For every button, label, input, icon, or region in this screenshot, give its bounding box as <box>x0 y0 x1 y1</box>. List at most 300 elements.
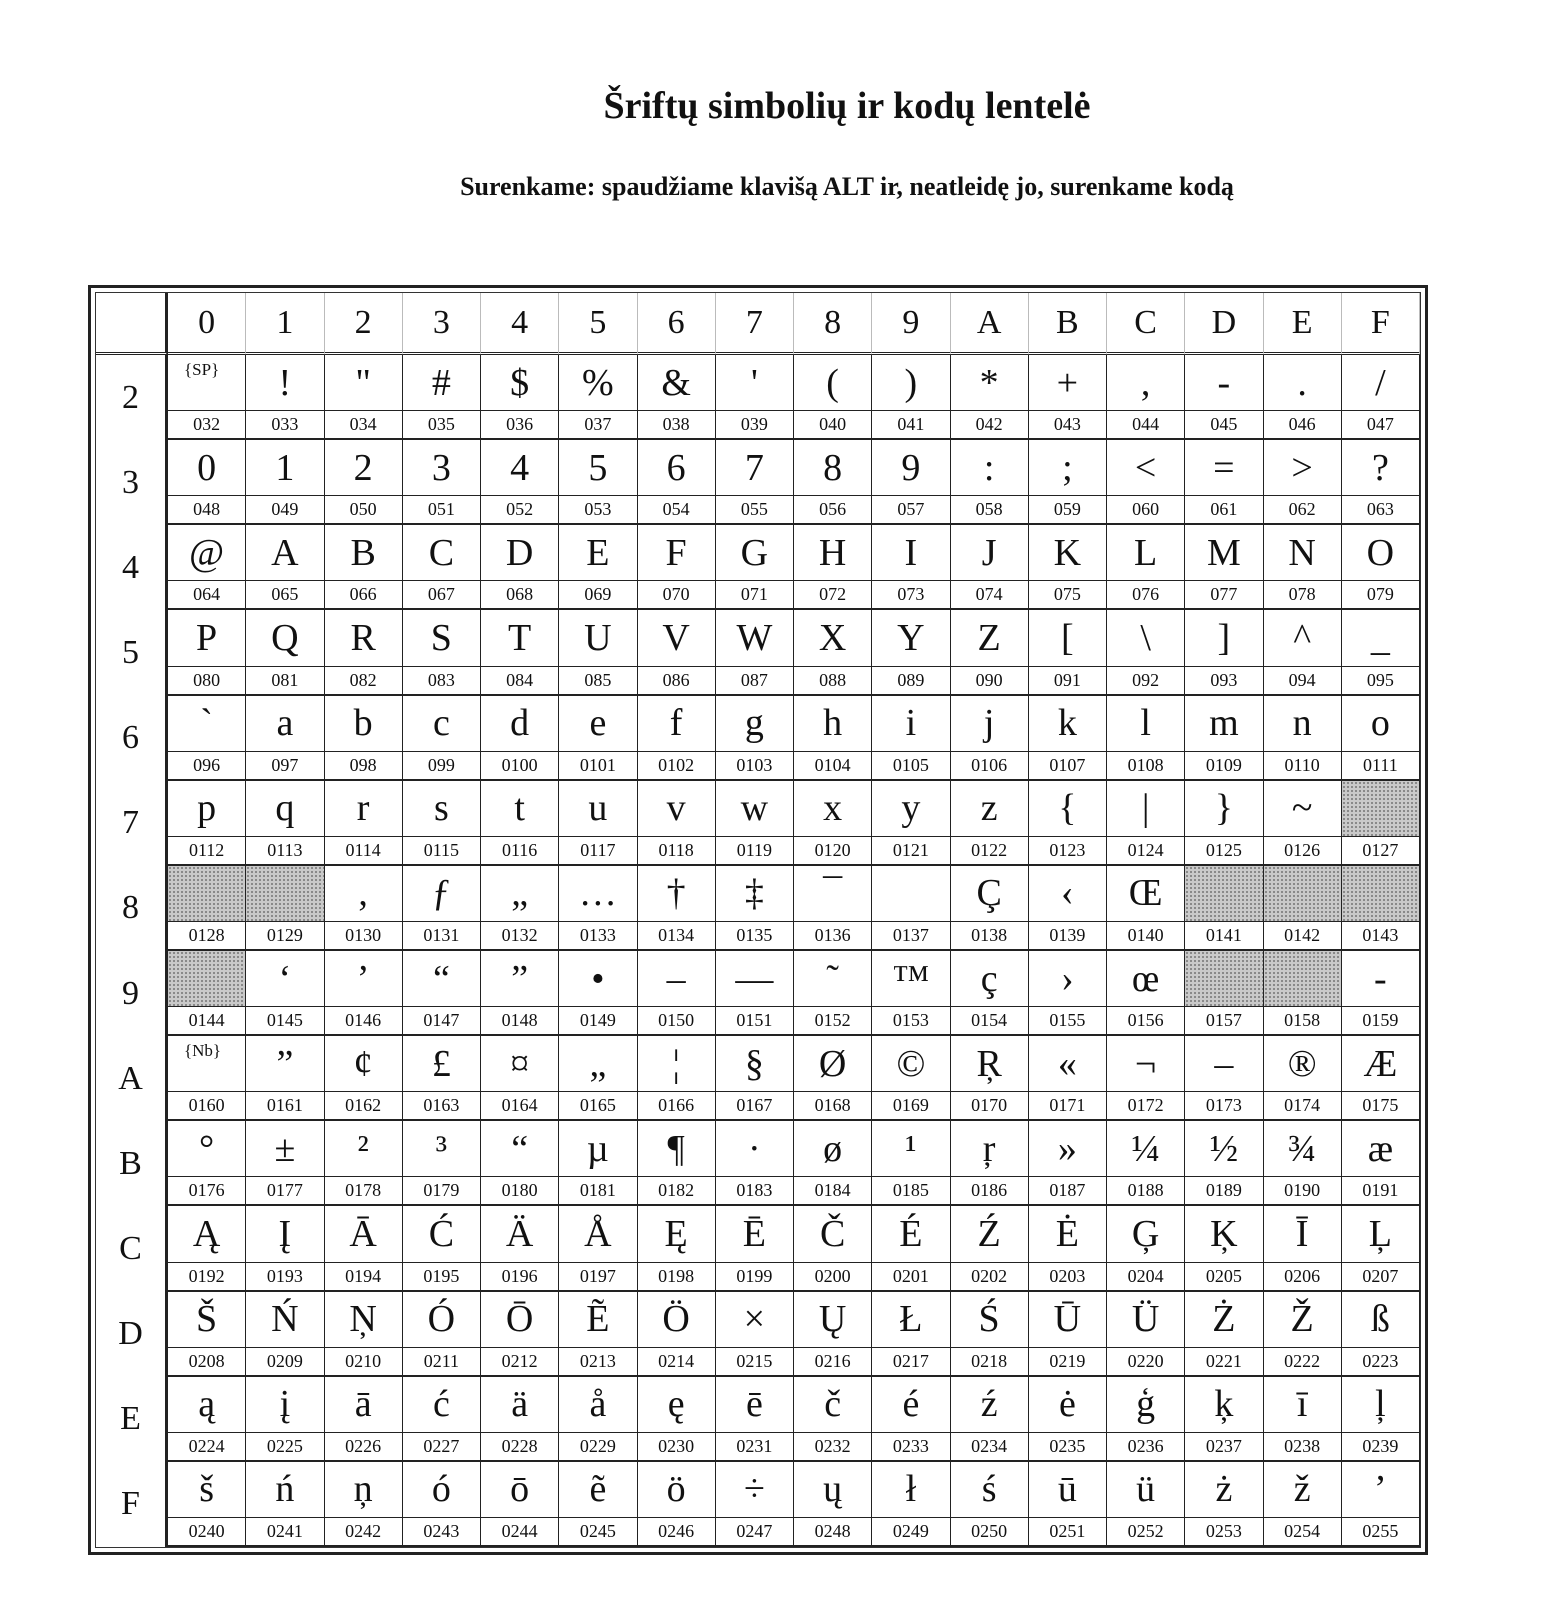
character-glyph: • <box>591 957 605 1000</box>
alt-code: 0179 <box>403 1176 480 1204</box>
alt-code: 0109 <box>1185 751 1262 779</box>
character-cell <box>1185 440 1263 525</box>
alt-code: 0148 <box>481 1006 558 1034</box>
character-glyph: å <box>589 1383 607 1426</box>
character-cell <box>403 696 481 781</box>
character-cell <box>403 1377 481 1462</box>
character-glyph: É <box>899 1212 923 1255</box>
character-glyph: H <box>818 531 847 574</box>
character-glyph: G <box>740 531 769 574</box>
character-glyph: – <box>1214 1042 1234 1085</box>
character-cell <box>325 781 403 866</box>
character-cell <box>246 1377 324 1462</box>
character-glyph: č <box>824 1383 842 1426</box>
character-glyph: Ų <box>818 1298 847 1341</box>
shaded-empty-cell <box>1264 951 1342 1036</box>
character-cell <box>481 440 559 525</box>
alt-code: 0181 <box>559 1176 636 1204</box>
character-cell <box>951 440 1029 525</box>
character-cell <box>481 1462 559 1547</box>
character-glyph: g <box>744 702 764 745</box>
alt-code: 0222 <box>1264 1347 1341 1375</box>
character-glyph: – <box>666 957 686 1000</box>
character-cell <box>951 525 1029 610</box>
character-cell <box>559 440 637 525</box>
character-glyph <box>168 951 245 1006</box>
alt-code: 042 <box>951 410 1028 438</box>
character-cell <box>716 951 794 1036</box>
alt-code: 072 <box>794 580 871 608</box>
alt-code: 0119 <box>716 836 793 864</box>
alt-code: 0126 <box>1264 836 1341 864</box>
character-glyph: | <box>1141 787 1150 830</box>
character-glyph: n <box>1292 702 1312 745</box>
alt-code: 091 <box>1029 666 1106 694</box>
character-glyph <box>246 866 323 921</box>
character-cell <box>1264 1206 1342 1291</box>
character-glyph: Å <box>584 1212 612 1255</box>
alt-code: 086 <box>638 666 715 694</box>
alt-code: 0155 <box>1029 1006 1106 1034</box>
character-glyph: ķ <box>1214 1383 1234 1426</box>
alt-code: 0132 <box>481 921 558 949</box>
character-cell <box>872 525 950 610</box>
character-cell <box>872 696 950 781</box>
character-cell <box>325 440 403 525</box>
character-glyph: ø <box>823 1127 843 1170</box>
character-glyph: ä <box>511 1383 529 1426</box>
character-glyph: ¢ <box>353 1042 373 1085</box>
character-cell <box>1107 1292 1185 1377</box>
character-cell <box>168 696 246 781</box>
alt-code: 0188 <box>1107 1176 1184 1204</box>
alt-code: 041 <box>872 410 949 438</box>
character-glyph: ™ <box>892 957 930 1000</box>
character-cell <box>325 1377 403 1462</box>
alt-code: 0251 <box>1029 1517 1106 1545</box>
alt-code: 063 <box>1342 495 1419 523</box>
character-glyph: ½ <box>1209 1127 1239 1170</box>
character-glyph: ŗ <box>982 1127 996 1170</box>
alt-code: 050 <box>325 495 402 523</box>
character-cell <box>794 610 872 695</box>
alt-code: 0202 <box>951 1262 1028 1290</box>
character-cell <box>872 866 950 951</box>
alt-code: 033 <box>246 410 323 438</box>
character-glyph: ¬ <box>1134 1042 1157 1085</box>
character-cell <box>1107 1462 1185 1547</box>
alt-code: 0127 <box>1342 836 1419 864</box>
character-cell <box>168 1121 246 1206</box>
character-glyph <box>1185 866 1262 921</box>
character-glyph <box>872 866 949 921</box>
alt-code: 0124 <box>1107 836 1184 864</box>
character-glyph: ż <box>1215 1468 1233 1511</box>
character-glyph: a <box>276 702 294 745</box>
character-glyph: Ś <box>978 1298 1000 1341</box>
character-cell <box>716 696 794 781</box>
character-cell <box>168 1462 246 1547</box>
alt-code: 056 <box>794 495 871 523</box>
character-cell <box>1185 781 1263 866</box>
character-cell <box>1342 1121 1420 1206</box>
alt-code: 0206 <box>1264 1262 1341 1290</box>
shaded-empty-cell <box>168 866 246 951</box>
character-glyph: ń <box>275 1468 295 1511</box>
character-glyph: Ū <box>1053 1298 1082 1341</box>
character-glyph: Ķ <box>1210 1212 1238 1255</box>
character-cell <box>638 1036 716 1121</box>
alt-code: 082 <box>325 666 402 694</box>
alt-code: 081 <box>246 666 323 694</box>
alt-code: 0104 <box>794 751 871 779</box>
alt-code: 095 <box>1342 666 1419 694</box>
column-header: C <box>1107 293 1185 355</box>
character-cell <box>481 1206 559 1291</box>
column-header: A <box>951 293 1029 355</box>
character-cell <box>794 951 872 1036</box>
column-header: B <box>1029 293 1107 355</box>
alt-code: 0116 <box>481 836 558 864</box>
alt-code: 0190 <box>1264 1176 1341 1204</box>
alt-code: 0139 <box>1029 921 1106 949</box>
character-cell <box>481 781 559 866</box>
character-cell <box>716 610 794 695</box>
character-glyph: < <box>1134 446 1157 489</box>
character-cell <box>716 866 794 951</box>
alt-code: 079 <box>1342 580 1419 608</box>
character-cell <box>872 1036 950 1121</box>
character-cell <box>403 355 481 440</box>
character-cell <box>638 355 716 440</box>
alt-code: 0146 <box>325 1006 402 1034</box>
character-cell <box>1107 696 1185 781</box>
character-glyph: Ø <box>818 1042 847 1085</box>
character-cell <box>559 1462 637 1547</box>
shaded-empty-cell <box>1264 866 1342 951</box>
character-glyph: ” <box>276 1042 294 1085</box>
character-glyph: , <box>1140 361 1151 404</box>
character-glyph: Ö <box>662 1298 690 1341</box>
character-glyph: ß <box>1370 1298 1390 1341</box>
character-cell <box>716 525 794 610</box>
alt-code: 061 <box>1185 495 1262 523</box>
alt-code: 0226 <box>325 1432 402 1460</box>
alt-code: 053 <box>559 495 636 523</box>
alt-code: 0193 <box>246 1262 323 1290</box>
character-glyph: b <box>353 702 373 745</box>
row-header: 8 <box>96 866 168 951</box>
character-cell <box>716 1462 794 1547</box>
character-glyph: ¶ <box>667 1127 685 1170</box>
alt-code: 064 <box>168 580 245 608</box>
character-glyph: ” <box>511 957 529 1000</box>
character-glyph: Ẽ <box>586 1298 610 1341</box>
alt-code: 0220 <box>1107 1347 1184 1375</box>
character-cell <box>1342 1292 1420 1377</box>
character-cell <box>403 781 481 866</box>
character-glyph: ‹ <box>1061 872 1074 915</box>
character-cell <box>872 440 950 525</box>
alt-code: 0111 <box>1342 751 1419 779</box>
alt-code: 0173 <box>1185 1091 1262 1119</box>
character-cell <box>1342 355 1420 440</box>
shaded-empty-cell <box>1342 781 1420 866</box>
alt-code: 0174 <box>1264 1091 1341 1119</box>
character-glyph: U <box>584 616 612 659</box>
alt-code: 089 <box>872 666 949 694</box>
shaded-empty-cell <box>1185 951 1263 1036</box>
character-cell <box>403 610 481 695</box>
character-cell <box>246 610 324 695</box>
alt-code: 0147 <box>403 1006 480 1034</box>
character-cell <box>246 696 324 781</box>
alt-code: 085 <box>559 666 636 694</box>
character-cell <box>951 1377 1029 1462</box>
character-cell <box>872 355 950 440</box>
alt-code: 0140 <box>1107 921 1184 949</box>
character-glyph: „ <box>589 1042 607 1085</box>
character-glyph: Ż <box>1212 1298 1236 1341</box>
alt-code: 0123 <box>1029 836 1106 864</box>
alt-code: 0136 <box>794 921 871 949</box>
character-cell <box>1029 440 1107 525</box>
character-cell <box>1185 1462 1263 1547</box>
character-glyph <box>1342 866 1419 921</box>
character-glyph: k <box>1057 702 1077 745</box>
alt-code: 0143 <box>1342 921 1419 949</box>
character-cell <box>168 1377 246 1462</box>
alt-code: 059 <box>1029 495 1106 523</box>
character-glyph: ÷ <box>743 1468 765 1511</box>
alt-code: 0216 <box>794 1347 871 1375</box>
alt-code: 0223 <box>1342 1347 1419 1375</box>
alt-code: 0130 <box>325 921 402 949</box>
alt-code: 0247 <box>716 1517 793 1545</box>
character-glyph: ė <box>1058 1383 1076 1426</box>
character-cell <box>168 355 246 440</box>
character-glyph: ¹ <box>905 1127 917 1170</box>
character-cell <box>559 1377 637 1462</box>
character-glyph: L <box>1134 531 1158 574</box>
character-glyph: Æ <box>1363 1042 1398 1085</box>
alt-code: 0172 <box>1107 1091 1184 1119</box>
character-cell <box>872 1462 950 1547</box>
column-header: 6 <box>638 293 716 355</box>
character-glyph <box>1264 951 1341 1006</box>
row-header: A <box>96 1036 168 1121</box>
character-cell <box>1029 525 1107 610</box>
character-cell <box>325 696 403 781</box>
character-glyph: ) <box>904 361 918 404</box>
character-glyph: ^ <box>1293 616 1312 659</box>
alt-code: 0180 <box>481 1176 558 1204</box>
character-glyph: ī <box>1296 1383 1308 1426</box>
character-glyph: c <box>432 702 450 745</box>
character-cell <box>559 1206 637 1291</box>
character-cell <box>403 951 481 1036</box>
character-glyph: y <box>901 787 921 830</box>
character-cell <box>246 1036 324 1121</box>
character-glyph: : <box>983 446 995 489</box>
alt-code: 0236 <box>1107 1432 1184 1460</box>
character-cell <box>1264 440 1342 525</box>
character-glyph: ~ <box>1291 787 1313 830</box>
alt-code: 057 <box>872 495 949 523</box>
alt-code: 071 <box>716 580 793 608</box>
page-title: Šriftų simbolių ir kodų lentelė <box>603 85 1091 127</box>
character-glyph: Ü <box>1131 1298 1160 1341</box>
character-cell <box>638 951 716 1036</box>
alt-code: 060 <box>1107 495 1184 523</box>
character-cell <box>638 1377 716 1462</box>
alt-code: 080 <box>168 666 245 694</box>
alt-code: 0221 <box>1185 1347 1262 1375</box>
character-glyph: ć <box>432 1383 450 1426</box>
character-glyph: M <box>1206 531 1241 574</box>
character-glyph: × <box>743 1298 766 1341</box>
alt-code: 0100 <box>481 751 558 779</box>
character-cell <box>1185 1036 1263 1121</box>
column-header: E <box>1264 293 1342 355</box>
character-cell <box>794 525 872 610</box>
character-cell <box>559 1292 637 1377</box>
character-cell <box>1342 1036 1420 1121</box>
character-cell <box>1264 355 1342 440</box>
alt-code: 0164 <box>481 1091 558 1119</box>
alt-code: 0154 <box>951 1006 1028 1034</box>
alt-code: 062 <box>1264 495 1341 523</box>
character-glyph: K <box>1053 531 1082 574</box>
alt-code: 0239 <box>1342 1432 1419 1460</box>
character-cell <box>872 1377 950 1462</box>
character-cell <box>872 1121 950 1206</box>
character-cell <box>481 610 559 695</box>
alt-code: 087 <box>716 666 793 694</box>
character-cell <box>1185 696 1263 781</box>
character-cell <box>638 866 716 951</box>
alt-code: 0159 <box>1342 1006 1419 1034</box>
character-glyph: Ō <box>505 1298 534 1341</box>
character-cell <box>246 525 324 610</box>
character-cell <box>1107 355 1185 440</box>
character-glyph: ˜ <box>826 957 839 1000</box>
character-cell <box>168 781 246 866</box>
character-glyph: — <box>735 957 774 1000</box>
alt-code: 0149 <box>559 1006 636 1034</box>
character-glyph: h <box>823 702 843 745</box>
alt-code: 0121 <box>872 836 949 864</box>
alt-code: 0144 <box>168 1006 245 1034</box>
character-glyph: d <box>510 702 530 745</box>
character-glyph: ū <box>1057 1468 1077 1511</box>
alt-code: 0198 <box>638 1262 715 1290</box>
alt-code: 0199 <box>716 1262 793 1290</box>
alt-code: 0208 <box>168 1347 245 1375</box>
character-glyph: Ē <box>742 1212 766 1255</box>
alt-code: 0125 <box>1185 836 1262 864</box>
alt-code: 0240 <box>168 1517 245 1545</box>
character-glyph: W <box>736 616 773 659</box>
character-cell <box>246 951 324 1036</box>
character-cell <box>1107 1377 1185 1462</box>
column-header: F <box>1342 293 1420 355</box>
character-glyph: ¾ <box>1287 1127 1317 1170</box>
character-cell <box>325 610 403 695</box>
alt-code: 0224 <box>168 1432 245 1460</box>
row-header: 6 <box>96 696 168 781</box>
alt-code: 073 <box>872 580 949 608</box>
character-glyph: « <box>1057 1042 1077 1085</box>
character-glyph: ü <box>1136 1468 1156 1511</box>
character-glyph: š <box>199 1468 215 1511</box>
character-cell <box>794 696 872 781</box>
character-cell <box>638 610 716 695</box>
alt-code: 0158 <box>1264 1006 1341 1034</box>
character-glyph: Ó <box>427 1298 456 1341</box>
alt-code: 097 <box>246 751 323 779</box>
row-header: F <box>96 1462 168 1547</box>
character-cell <box>559 1036 637 1121</box>
character-cell <box>1029 696 1107 781</box>
character-glyph: v <box>666 787 686 830</box>
character-grid <box>95 292 1421 1548</box>
character-glyph: E <box>586 531 610 574</box>
character-cell <box>638 696 716 781</box>
alt-code: 0245 <box>559 1517 636 1545</box>
character-glyph: , <box>358 872 368 915</box>
character-glyph: Ę <box>664 1212 688 1255</box>
character-glyph: ’ <box>1374 1468 1387 1511</box>
character-glyph: į <box>279 1383 291 1426</box>
character-cell <box>1029 1036 1107 1121</box>
alt-code: 0151 <box>716 1006 793 1034</box>
character-cell <box>559 525 637 610</box>
character-cell <box>481 696 559 781</box>
character-cell <box>325 1121 403 1206</box>
character-cell <box>951 1036 1029 1121</box>
alt-code: 058 <box>951 495 1028 523</box>
character-glyph: = <box>1213 446 1235 489</box>
alt-code: 0128 <box>168 921 245 949</box>
character-glyph: ¯ <box>823 872 843 915</box>
character-cell <box>246 1292 324 1377</box>
alt-code: 0197 <box>559 1262 636 1290</box>
character-cell <box>794 1121 872 1206</box>
character-glyph: Y <box>897 616 925 659</box>
character-glyph: © <box>896 1042 926 1085</box>
alt-code: 0178 <box>325 1176 402 1204</box>
character-cell <box>951 781 1029 866</box>
character-glyph: Ī <box>1295 1212 1309 1255</box>
character-glyph: 5 <box>588 446 608 489</box>
character-cell <box>1029 951 1107 1036</box>
character-cell <box>1029 355 1107 440</box>
alt-code: 0105 <box>872 751 949 779</box>
character-glyph: Œ <box>1128 872 1163 915</box>
character-glyph: . <box>1297 361 1307 404</box>
character-glyph: Ė <box>1055 1212 1079 1255</box>
character-glyph: e <box>589 702 607 745</box>
alt-code: 0201 <box>872 1262 949 1290</box>
character-cell <box>1107 951 1185 1036</box>
alt-code: 0250 <box>951 1517 1028 1545</box>
character-cell <box>403 440 481 525</box>
character-cell <box>559 610 637 695</box>
character-cell <box>168 610 246 695</box>
alt-code: 0176 <box>168 1176 245 1204</box>
alt-code: 035 <box>403 410 480 438</box>
